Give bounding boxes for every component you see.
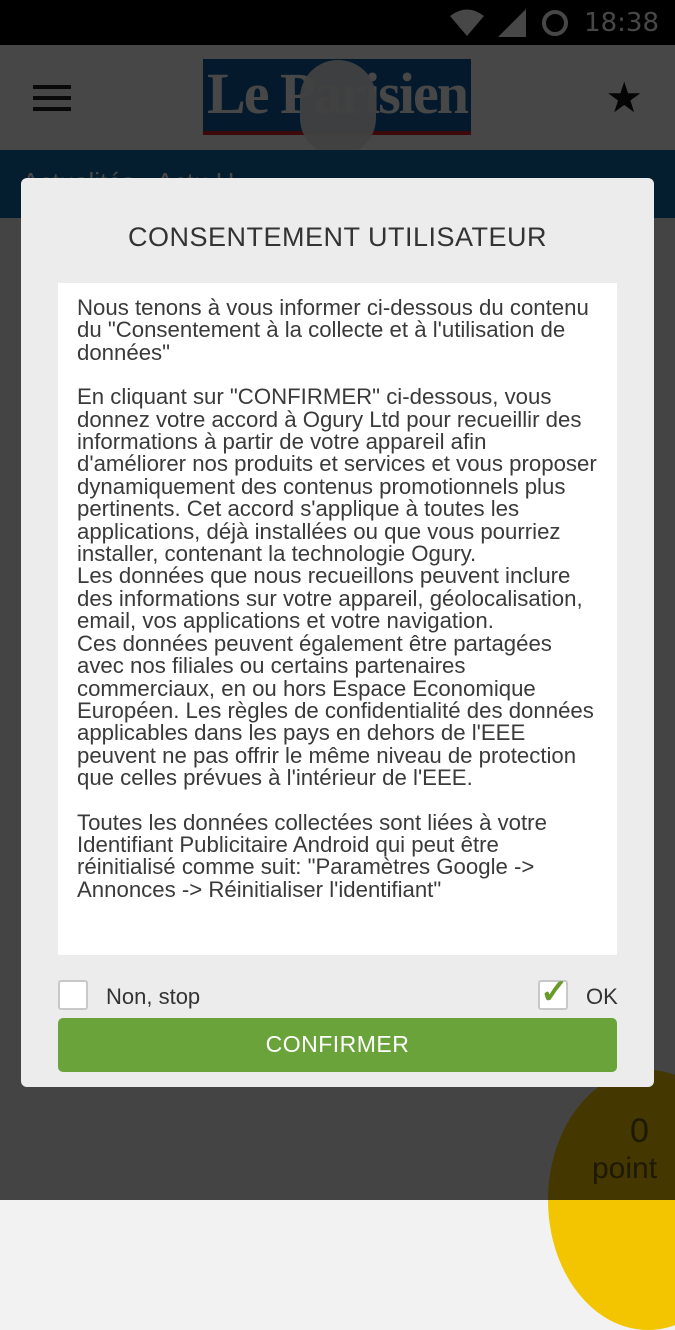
consent-paragraph: Nous tenons à vous informer ci-dessous du contenu du "Consentement à la collecte et à l'utilisation de données" (77, 295, 589, 365)
consent-paragraph: Les données que nous recueillons peuvent inclure des informations sur votre appareil, géolocalisation, email, vos applications et votre navigation. (77, 563, 583, 634)
consent-paragraph: En cliquant sur "CONFIRMER" ci-dessous, vous donnez votre accord à Ogury Ltd pour recueillir des informations à partir de votre appareil afin d'améliorer nos produits et services et vous proposer dynamiquement des contenus promotionnels plus pertinents. Cet accord s'applique à toutes les applications, déjà installées ou que vous pourriez installer, contenant la technologie Ogury. (77, 384, 597, 567)
dialog-title: CONSENTEMENT UTILISATEUR (127, 222, 548, 252)
choice-row (58, 973, 618, 1018)
non-stop-label[interactable]: Non, stop (106, 984, 201, 1009)
consent-paragraph: Toutes les données collectées sont liées à votre Identifiant Publicitaire Android qui peut être réinitialisé comme suit: "Paramètres Google -> Annonces -> Réinitialiser l'identifiant" (77, 809, 547, 902)
non-stop-checkbox[interactable] (58, 980, 88, 1010)
consent-dialog (21, 178, 654, 1087)
confirm-button[interactable]: CONFIRMER (58, 1018, 617, 1072)
consent-paragraph: Ces données peuvent également être partagées avec nos filiales ou certains partenaires commerciaux, en ou hors Espace Economique Européen. Les règles de confidentialité des données applicables dans les pays en dehors de l'EEE peuvent ne pas offrir le même niveau de protection que celles prévues à l'intérieur de l'EEE. (77, 630, 594, 791)
consent-text (58, 283, 617, 901)
checkmark-icon: ✓ (540, 973, 569, 1011)
consent-text-scroll[interactable] (58, 283, 617, 955)
ok-label[interactable]: OK (586, 984, 618, 1009)
